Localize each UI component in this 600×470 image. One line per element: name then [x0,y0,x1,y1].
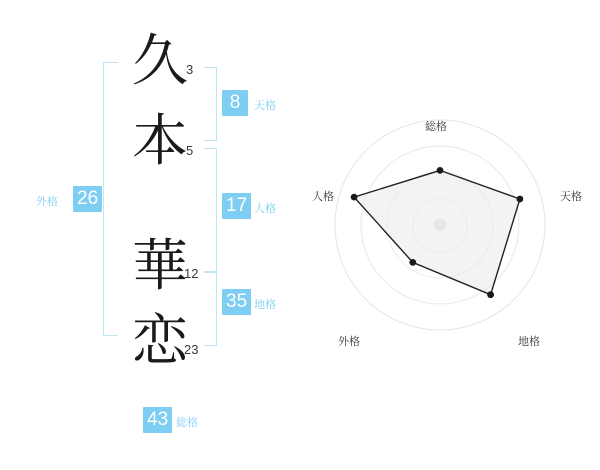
gaikaku-bracket [103,62,118,336]
tenkaku-bracket [204,67,217,141]
jinkaku-bracket [204,148,217,272]
name-char-3: 華 [132,234,188,299]
jinkaku-badge: 17 [222,193,251,219]
axis-label-jinkaku: 人格 [312,191,334,203]
gaikaku-label: 外格 [36,196,58,208]
soukaku-label: 総格 [176,417,198,429]
axis-label-tenkaku: 天格 [560,191,582,203]
radar-chart [312,105,582,350]
axis-label-chikaku: 地格 [518,336,540,348]
radar-chart-svg [320,105,560,345]
chikaku-badge: 35 [222,289,251,315]
radar-series [351,167,524,298]
radar-point-人格 [351,194,358,201]
name-char-1-strokes: 3 [186,62,194,77]
radar-point-外格 [409,259,416,266]
axis-label-soukaku: 総格 [425,121,447,133]
name-char-4: 恋 [132,309,188,374]
tenkaku-label: 天格 [254,100,276,112]
axis-label-gaikaku: 外格 [338,336,360,348]
name-char-3-strokes: 12 [184,266,199,281]
soukaku-badge: 43 [143,407,172,433]
name-char-2: 本 [132,109,188,174]
name-char-1: 久 [132,29,188,94]
name-char-4-strokes: 23 [184,342,199,357]
jinkaku-label: 人格 [254,203,276,215]
chikaku-bracket [204,272,217,346]
tenkaku-badge: 8 [222,90,248,116]
radar-point-天格 [517,196,524,203]
gaikaku-badge: 26 [73,186,102,212]
name-char-2-strokes: 5 [186,143,194,158]
radar-point-総格 [437,167,444,174]
chikaku-label: 地格 [254,299,276,311]
radar-point-地格 [487,291,494,298]
